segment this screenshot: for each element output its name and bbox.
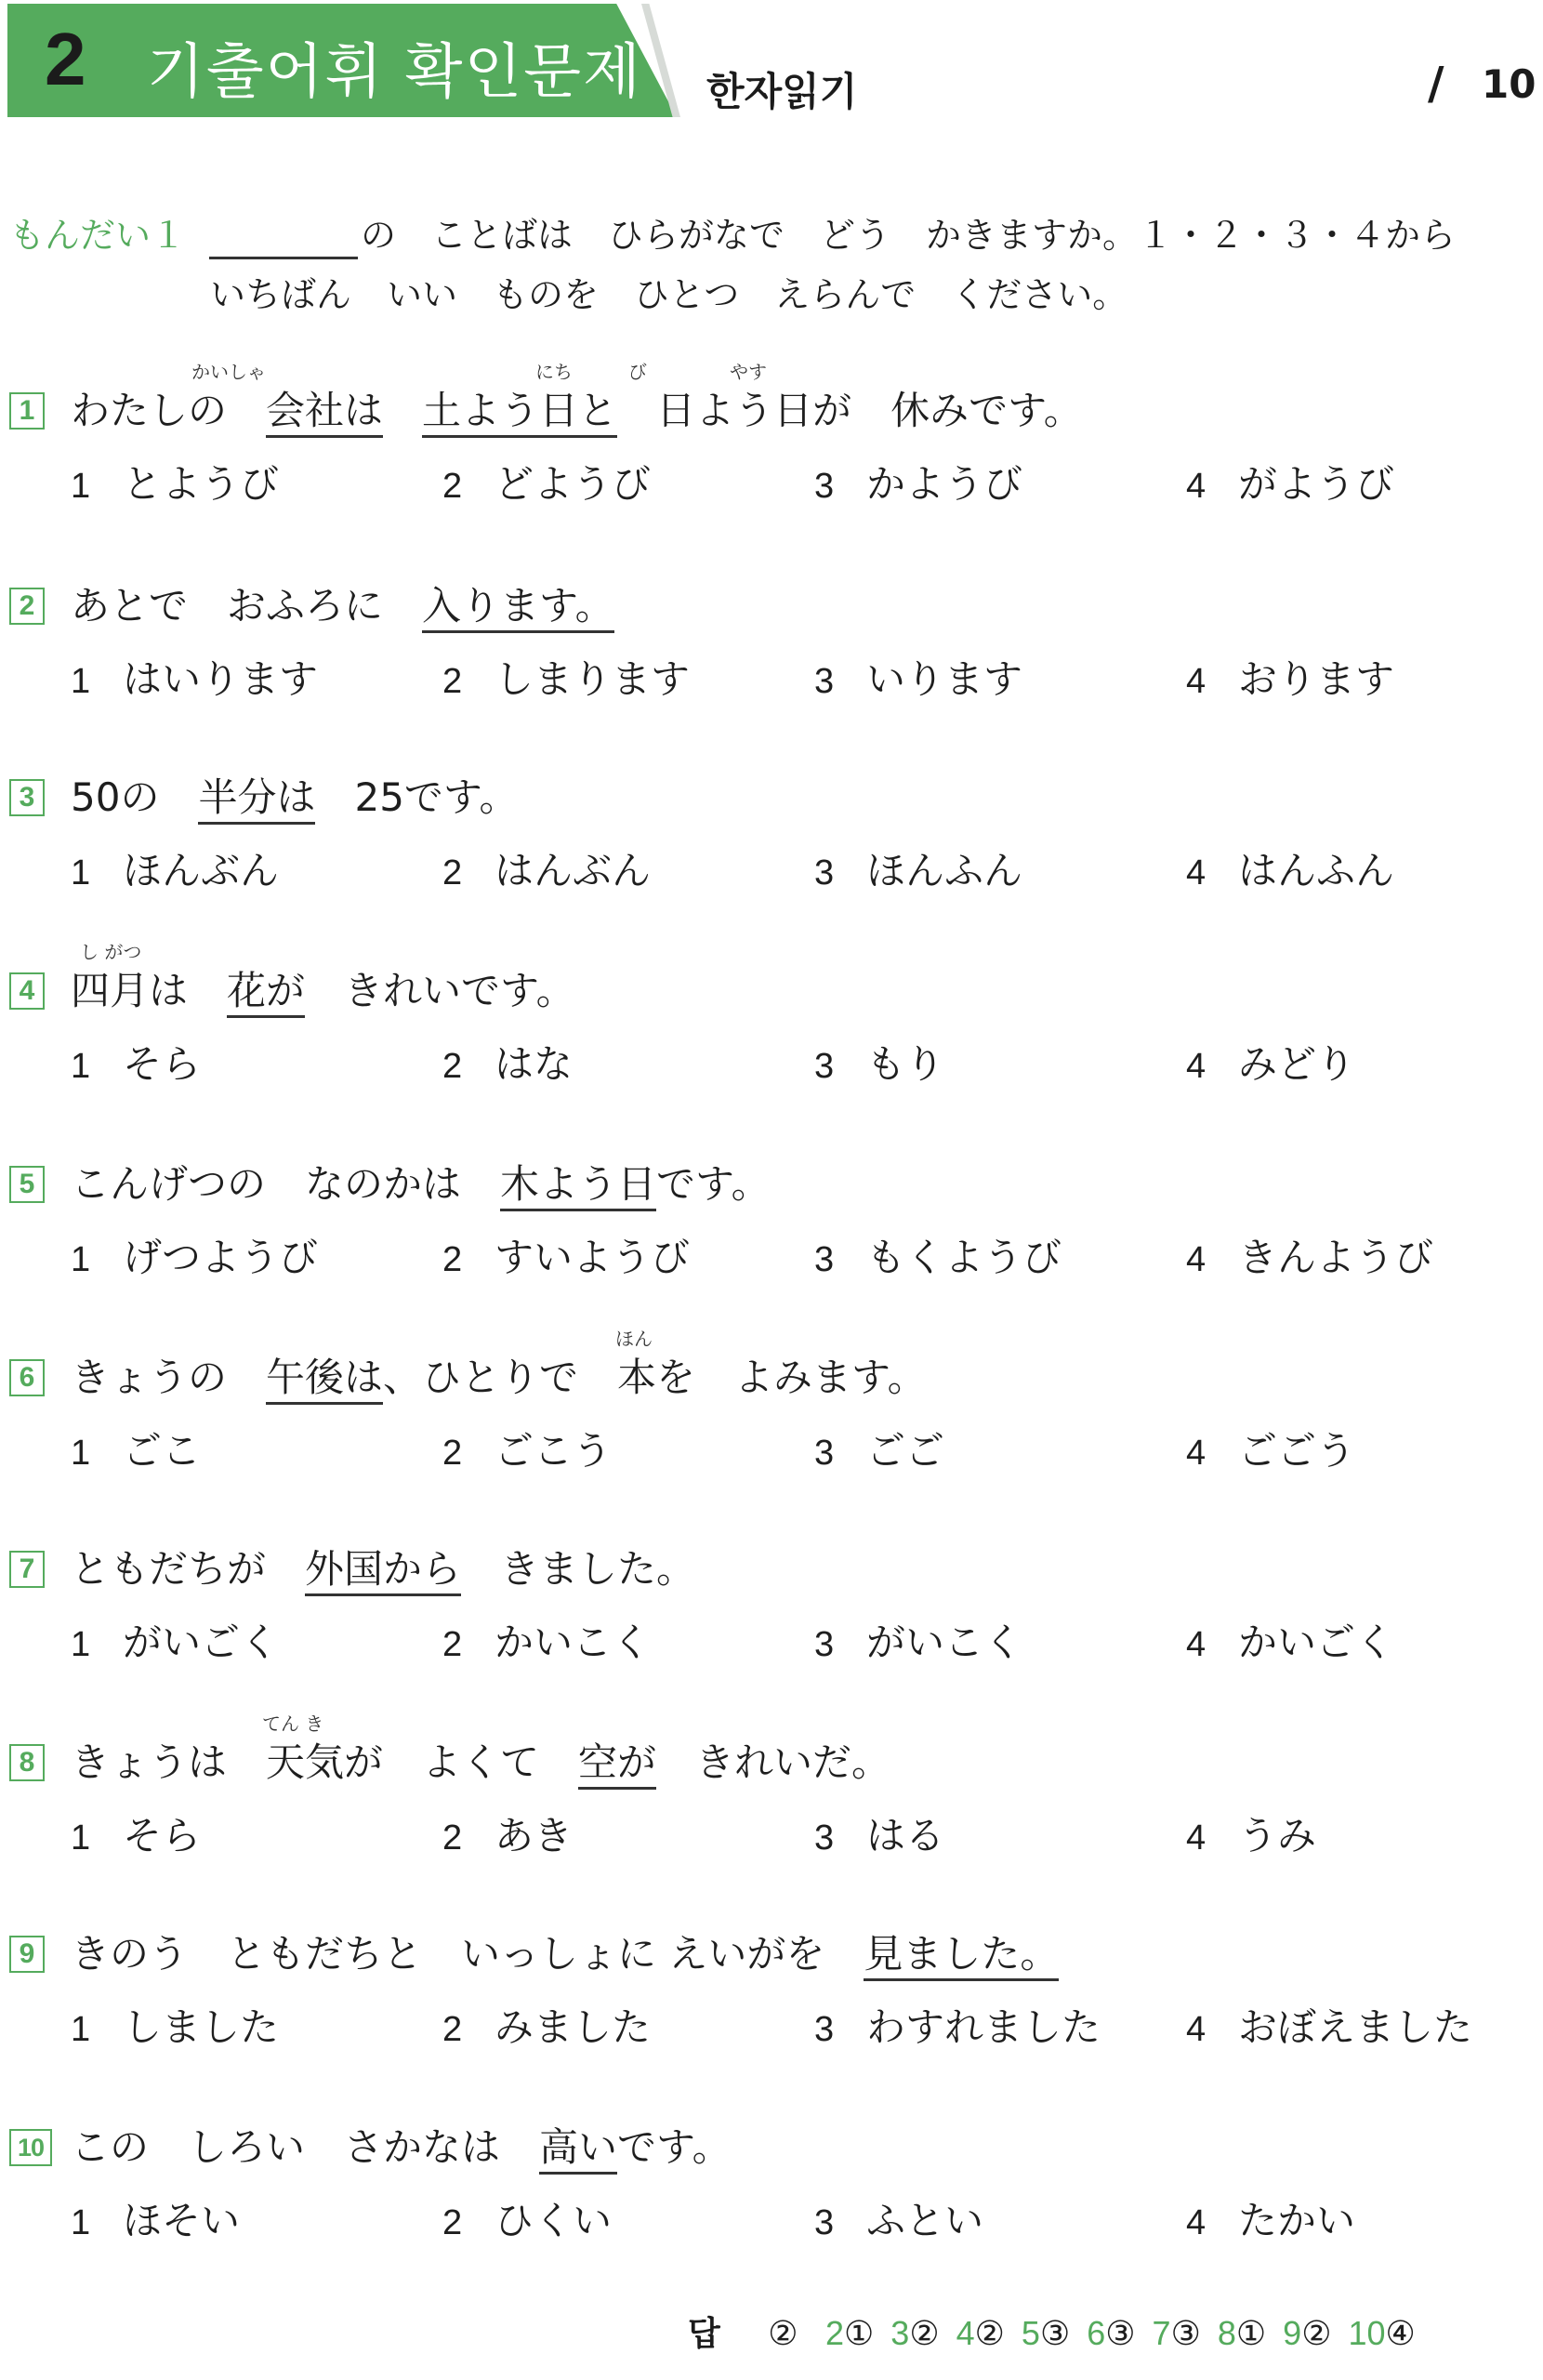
- answer-option: [814, 649, 1022, 705]
- question-text-pre: きょうは 天気が よくて: [71, 1739, 579, 1785]
- answer-option: [814, 1997, 1101, 2053]
- option-number: 2: [442, 662, 463, 701]
- instruction-label: もんだい１: [9, 215, 187, 256]
- option-number: 1: [71, 1434, 91, 1473]
- question-text-end: 日よう日が 休みです。: [617, 388, 1083, 433]
- option-text: はな: [495, 1041, 574, 1087]
- answer-key-item: [825, 2315, 874, 2353]
- option-number: 4: [1186, 1434, 1207, 1473]
- answer-option: [1186, 840, 1394, 896]
- option-text: おります: [1238, 656, 1395, 702]
- answer-key-item: [890, 2315, 939, 2353]
- question-number: 8: [9, 1744, 45, 1781]
- option-text: ほんふん: [866, 848, 1023, 893]
- answer-key-choice: ①: [1235, 2315, 1267, 2353]
- answer-key-item: [1218, 2315, 1266, 2353]
- option-text: ごごう: [1238, 1428, 1356, 1474]
- answer-option: [1186, 454, 1394, 509]
- question-text: [71, 768, 519, 827]
- question-text: [71, 1540, 695, 1599]
- option-number: 2: [442, 853, 463, 892]
- answer-option: [71, 1034, 201, 1090]
- question-item: [0, 1924, 1543, 2110]
- question-text-pre: この しろい さかなは: [71, 2124, 540, 2170]
- option-text: がいごく: [123, 1620, 280, 1665]
- option-number: 3: [814, 853, 835, 892]
- answer-key-number: 7: [1152, 2314, 1171, 2352]
- furigana: かいしゃ: [191, 361, 266, 383]
- question-number: 7: [9, 1551, 45, 1588]
- answer-key-number: 5: [1021, 2314, 1040, 2352]
- question-text-mid: きました。: [461, 1546, 696, 1592]
- answer-option: [814, 454, 1022, 509]
- question-text: [71, 1155, 771, 1214]
- option-text: はいります: [123, 656, 319, 702]
- question-item: [0, 576, 1543, 762]
- option-number: 2: [442, 1240, 463, 1279]
- question-item: [0, 1540, 1543, 1726]
- underlined-word: 空が: [578, 1739, 656, 1790]
- option-text: ふとい: [866, 2198, 984, 2243]
- option-number: 2: [442, 2010, 463, 2049]
- option-text: いります: [866, 656, 1023, 702]
- option-text: かいごく: [1238, 1620, 1395, 1665]
- section-number: 2: [45, 18, 86, 100]
- answer-key-item: [1283, 2315, 1331, 2353]
- question-item: [0, 361, 1543, 567]
- option-text: そら: [123, 1813, 202, 1858]
- answer-items: [825, 2315, 1432, 2353]
- option-number: 3: [814, 1434, 835, 1473]
- question-text-pre: 50の: [71, 774, 199, 820]
- underlined-word: 高い: [539, 2124, 617, 2175]
- answer-option: [1186, 1421, 1355, 1476]
- option-number: 4: [1186, 853, 1207, 892]
- option-number: 3: [814, 467, 835, 506]
- answer-key-number: 10: [1348, 2314, 1386, 2352]
- option-number: 4: [1186, 1240, 1207, 1279]
- answer-key-number: 6: [1087, 2314, 1106, 2352]
- answer-key-item: [956, 2315, 1005, 2353]
- question-item: [0, 1712, 1543, 1919]
- option-text: しました: [123, 2004, 280, 2050]
- answer-option: [814, 1805, 944, 1861]
- furigana: てん き: [262, 1712, 324, 1735]
- question-number: 10: [9, 2129, 52, 2166]
- answer-key-number: 8: [1217, 2314, 1236, 2352]
- section-title: 기출어휘 확인문제: [147, 38, 642, 107]
- answer-option: [442, 2190, 612, 2246]
- question-text-pre: ともだちが: [71, 1546, 306, 1592]
- question-text: [71, 1733, 890, 1792]
- answer-option: [442, 454, 651, 509]
- answer-option: [442, 1997, 651, 2053]
- answer-option: [71, 2190, 240, 2246]
- answer-option: [1186, 2190, 1355, 2246]
- answer-option: [71, 454, 279, 509]
- score-slash: /: [1428, 58, 1444, 110]
- option-text: しまります: [495, 656, 691, 702]
- option-number: 1: [71, 2010, 91, 2049]
- page-header: [0, 0, 1543, 130]
- question-item: [0, 1328, 1543, 1534]
- option-number: 4: [1186, 467, 1207, 506]
- option-number: 1: [71, 2203, 91, 2242]
- option-text: ごご: [866, 1428, 945, 1474]
- option-number: 2: [442, 1434, 463, 1473]
- question-number: 5: [9, 1166, 45, 1203]
- answer-option: [442, 1612, 651, 1668]
- option-text: ほそい: [123, 2198, 241, 2243]
- answer-option: [814, 2190, 983, 2246]
- option-number: 3: [814, 2010, 835, 2049]
- answer-option: [442, 649, 690, 705]
- option-text: もり: [866, 1041, 945, 1087]
- question-text-mid: です。: [617, 2124, 732, 2170]
- underlined-word: 半分は: [198, 774, 315, 825]
- answer-option: [71, 840, 279, 896]
- option-number: 1: [71, 1240, 91, 1279]
- instruction-line-2: いちばん いい ものを ひとつ えらんで ください。: [210, 274, 1128, 315]
- question-number: 1: [9, 392, 45, 430]
- answer-key-choice: ②: [974, 2315, 1005, 2353]
- answer-option: [71, 1997, 279, 2053]
- question-text: [71, 576, 614, 636]
- question-text-pre: わたしの: [71, 388, 267, 433]
- answer-key-choice: ③: [1105, 2315, 1136, 2353]
- option-number: 2: [442, 2203, 463, 2242]
- option-number: 1: [71, 853, 91, 892]
- underlined-word: 午後は: [266, 1355, 383, 1405]
- question-text-pre: 四月は: [71, 968, 228, 1013]
- instruction-blank: [209, 257, 358, 259]
- option-text: はんぶん: [495, 848, 652, 893]
- question-text: [71, 381, 1083, 441]
- option-number: 3: [814, 1047, 835, 1086]
- question-text-pre: きょうの: [71, 1355, 267, 1400]
- option-text: とようび: [123, 461, 280, 507]
- option-text: はる: [866, 1813, 945, 1858]
- option-number: 4: [1186, 1818, 1207, 1858]
- answer-option: [814, 1227, 1062, 1283]
- underlined-word: 土よう日と: [422, 388, 617, 438]
- instruction-line-1: の ことばは ひらがなで どう かきますか。１・２・３・４から: [361, 215, 1457, 256]
- option-text: そら: [123, 1041, 202, 1087]
- option-number: 2: [442, 1625, 463, 1664]
- answer-label: 답: [688, 2315, 720, 2353]
- option-text: きんようび: [1238, 1235, 1434, 1280]
- option-text: がいこく: [866, 1620, 1023, 1665]
- furigana: やす: [730, 361, 767, 383]
- answer-option: [71, 1805, 201, 1861]
- option-number: 2: [442, 1047, 463, 1086]
- underlined-word: 入ります。: [422, 583, 614, 633]
- answer-option: [442, 1421, 612, 1476]
- question-text-pre: あとで おふろに: [71, 583, 423, 628]
- question-text-pre: きのう ともだちと いっしょに えいがを: [71, 1931, 864, 1977]
- option-text: みどり: [1238, 1041, 1356, 1087]
- question-text-mid: きれいだ。: [656, 1739, 891, 1785]
- furigana: し がつ: [80, 941, 142, 963]
- answer-option: [1186, 1612, 1394, 1668]
- question-item: [0, 1155, 1543, 1341]
- question-text-mid: きれいです。: [305, 968, 575, 1013]
- option-number: 2: [442, 1818, 463, 1858]
- question-text: [71, 2118, 732, 2177]
- underlined-word: 見ました。: [864, 1931, 1059, 1981]
- option-number: 1: [71, 662, 91, 701]
- option-number: 1: [71, 1625, 91, 1664]
- answer-option: [1186, 1805, 1316, 1861]
- score-total: 10: [1482, 61, 1536, 107]
- option-text: がようび: [1238, 461, 1395, 507]
- answer-key-number: 9: [1283, 2314, 1302, 2352]
- option-text: ほんぶん: [123, 848, 280, 893]
- answer-key-number: 3: [890, 2314, 910, 2352]
- option-number: 3: [814, 2203, 835, 2242]
- question-text: [71, 1348, 927, 1408]
- answer-option: [442, 1805, 573, 1861]
- answer-option: [442, 1227, 690, 1283]
- option-text: かいこく: [495, 1620, 652, 1665]
- option-number: 4: [1186, 2203, 1207, 2242]
- question-number: 9: [9, 1936, 45, 1973]
- option-text: ひくい: [495, 2198, 613, 2243]
- option-text: おぼえました: [1238, 2004, 1473, 2050]
- option-text: かようび: [866, 461, 1023, 507]
- option-number: 1: [71, 1047, 91, 1086]
- option-text: たかい: [1238, 2198, 1356, 2243]
- answer-key: [688, 2307, 1432, 2355]
- option-number: 4: [1186, 662, 1207, 701]
- answer-key-choice: ③: [1039, 2315, 1071, 2353]
- question-text: [71, 961, 575, 1021]
- answer-option: [71, 1612, 279, 1668]
- question-text: [71, 1924, 1059, 1984]
- answer-option: [71, 1421, 201, 1476]
- answer-key-choice: ②: [909, 2315, 940, 2353]
- answer-key-number: 4: [956, 2314, 975, 2352]
- answer-key-choice: ②: [1301, 2315, 1332, 2353]
- answer-option: [1186, 649, 1394, 705]
- question-number: 3: [9, 779, 45, 816]
- answer-key-choice: ④: [1385, 2315, 1416, 2353]
- question-text-mid: です。: [656, 1161, 771, 1207]
- answer-option: [71, 1227, 318, 1283]
- option-number: 3: [814, 1240, 835, 1279]
- option-text: どようび: [495, 461, 652, 507]
- option-text: ごこ: [123, 1428, 202, 1474]
- furigana: にち び: [535, 361, 647, 383]
- question-number: 6: [9, 1359, 45, 1396]
- answer-key-item: [1348, 2315, 1415, 2353]
- question-item: [0, 768, 1543, 954]
- answer-key-number: 2: [824, 2314, 844, 2352]
- answer-option: [814, 840, 1022, 896]
- question-text-mid: [383, 388, 422, 433]
- answer-option: [442, 840, 651, 896]
- option-text: わすれました: [866, 2004, 1101, 2050]
- answer-key-choice: ③: [1170, 2315, 1201, 2353]
- option-text: ごこう: [495, 1428, 613, 1474]
- question-text-pre: こんげつの なのかは: [71, 1161, 501, 1207]
- furigana: ほん: [615, 1328, 653, 1350]
- answer-option: [1186, 1227, 1433, 1283]
- option-number: 1: [71, 467, 91, 506]
- option-number: 3: [814, 1625, 835, 1664]
- answer-option: [71, 649, 318, 705]
- question-item: [0, 941, 1543, 1147]
- answer-option: [1186, 1997, 1472, 2053]
- option-number: 1: [71, 1818, 91, 1858]
- answer-option: [814, 1612, 1022, 1668]
- question-text-mid: 、ひとりで 本を よみます。: [383, 1355, 927, 1400]
- answer-key-item: [1022, 2315, 1070, 2353]
- option-text: もくようび: [866, 1235, 1062, 1280]
- option-number: 3: [814, 662, 835, 701]
- answer-option: [814, 1421, 944, 1476]
- option-text: げつようび: [123, 1235, 319, 1280]
- answer-key-choice: ①: [844, 2315, 875, 2353]
- answer-key-item: [1087, 2315, 1135, 2353]
- answer-option: [814, 1034, 944, 1090]
- question-number: 2: [9, 588, 45, 625]
- option-text: はんふん: [1238, 848, 1395, 893]
- page-subtitle: 한자읽기: [706, 69, 858, 114]
- question-number: 4: [9, 972, 45, 1010]
- underlined-word: 花が: [227, 968, 305, 1018]
- option-text: うみ: [1238, 1813, 1317, 1858]
- option-text: あき: [495, 1813, 574, 1858]
- option-number: 4: [1186, 1625, 1207, 1664]
- option-number: 3: [814, 1818, 835, 1858]
- underlined-word: 木よう日: [500, 1161, 656, 1211]
- answer-option: [442, 1034, 573, 1090]
- underlined-word: 外国から: [305, 1546, 461, 1596]
- option-number: 4: [1186, 2010, 1207, 2049]
- option-number: 4: [1186, 1047, 1207, 1086]
- underlined-word: 会社は: [266, 388, 383, 438]
- option-number: 2: [442, 467, 463, 506]
- answer-first: ②: [768, 2315, 798, 2353]
- option-text: みました: [495, 2004, 652, 2050]
- question-text-mid: 25です。: [315, 774, 519, 820]
- answer-key-item: [1153, 2315, 1201, 2353]
- question-item: [0, 2118, 1543, 2304]
- option-text: すいようび: [495, 1235, 691, 1280]
- answer-option: [1186, 1034, 1355, 1090]
